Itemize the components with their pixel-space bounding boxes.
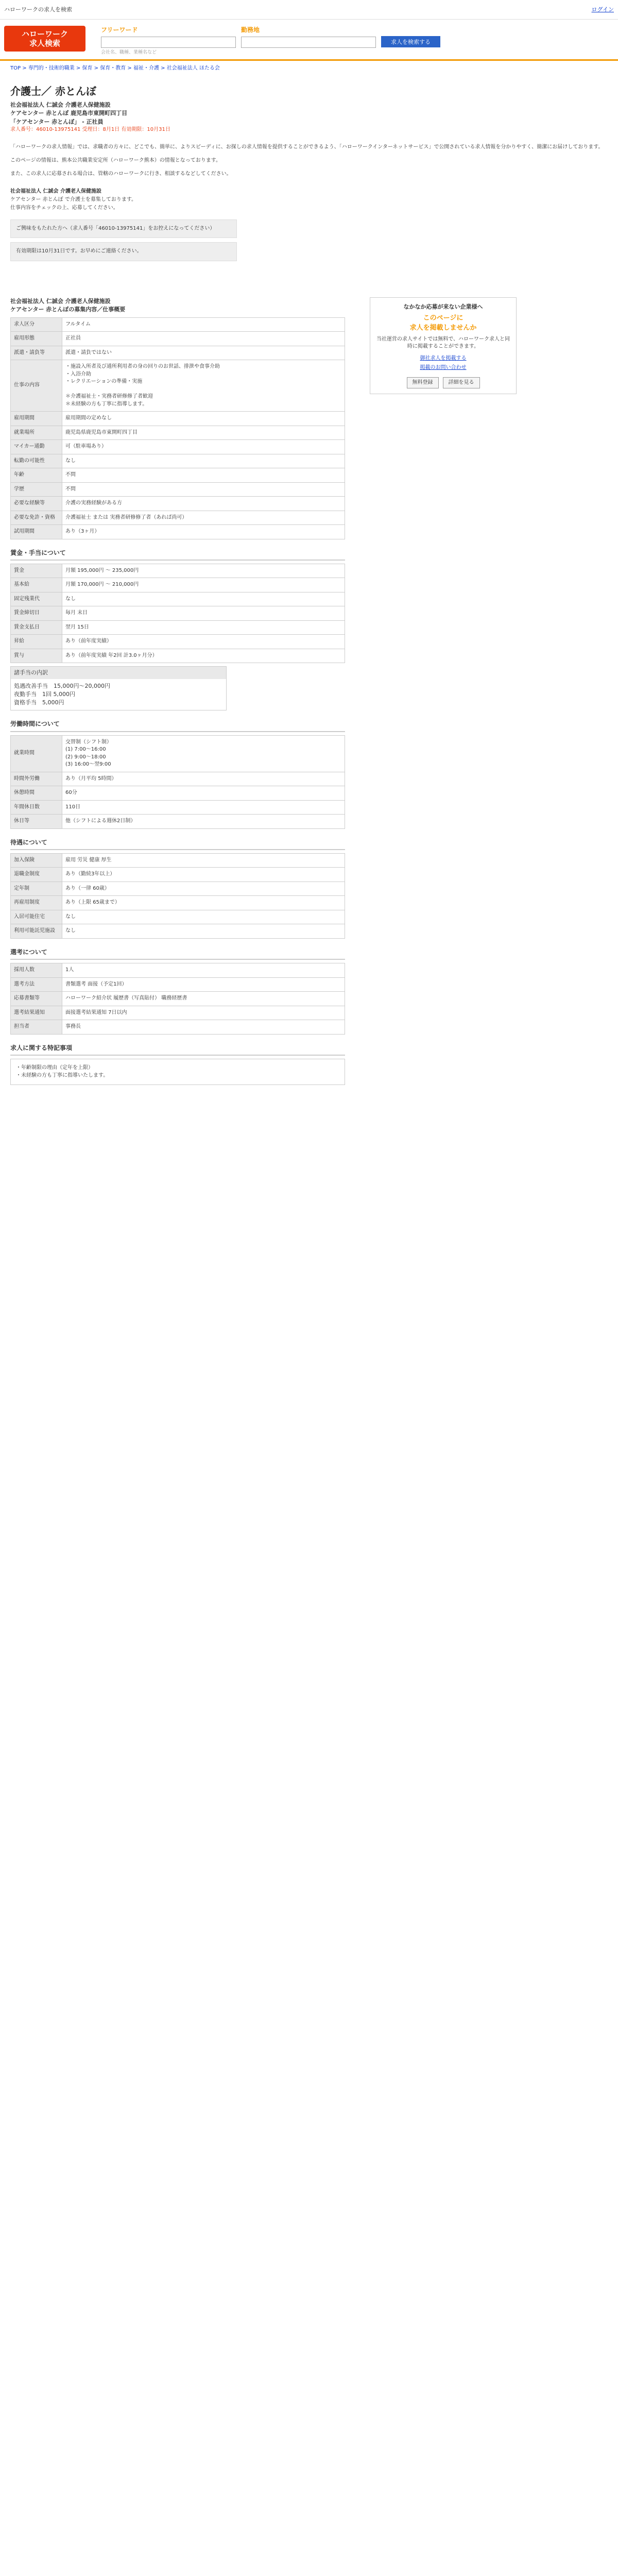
employer-line: 仕事内容をチェックの上、応募してください。 bbox=[10, 205, 118, 211]
row-value: 交替制（シフト制） (1) 7:00〜16:00 (2) 9:00〜18:00 (3) 16:00〜翌9:00 bbox=[62, 735, 345, 772]
table-row bbox=[11, 635, 345, 649]
job-meta: 求人番号：46010-13975141 受理日：8月1日 有効期限：10月31日 bbox=[10, 127, 170, 132]
site-header bbox=[0, 20, 618, 61]
row-value: 1人 bbox=[62, 963, 345, 978]
wage-table bbox=[10, 564, 345, 664]
row-label: 必要な経験等 bbox=[11, 497, 62, 511]
table-row bbox=[11, 317, 345, 332]
row-value: なし bbox=[62, 910, 345, 924]
notice-box: ご興味をもたれた方へ（求人番号「46010-13975141」をお控えになってください） bbox=[10, 219, 237, 239]
row-value: あり（勤続3年以上） bbox=[62, 868, 345, 882]
page-title: 介護士／ 赤とんぼ bbox=[10, 84, 96, 97]
login-link[interactable]: ログイン bbox=[591, 6, 614, 13]
row-value: ・施設入所者及び通所利用者の身の回りのお世話、排泄や食事介助 ・入浴介助 ・レクリエーションの準備・実施 ＊介護福祉士・実務者研修修了者歓迎 ＊未経験の方も丁寧に指導します。 bbox=[62, 360, 345, 412]
table-row bbox=[11, 412, 345, 426]
location-label: 勤務地 bbox=[241, 26, 260, 33]
row-label: 賃金支払日 bbox=[11, 620, 62, 635]
row-label: 年間休日数 bbox=[11, 800, 62, 815]
table-row bbox=[11, 772, 345, 786]
row-label: 加入保険 bbox=[11, 853, 62, 868]
hours-section-title: 労働時間について bbox=[10, 720, 345, 732]
row-label: 休憩時間 bbox=[11, 786, 62, 801]
notice-box: 有効期限は10月31日です。お早めにご連絡ください。 bbox=[10, 242, 237, 261]
row-label: 求人区分 bbox=[11, 317, 62, 332]
row-value: 介護福祉士 または 実務者研修修了者（あれば尚可） bbox=[62, 511, 345, 525]
ad-headline bbox=[375, 314, 511, 332]
table-row bbox=[11, 963, 345, 978]
row-label: 賃金締切日 bbox=[11, 606, 62, 621]
row-value: あり（前年度実績） bbox=[62, 635, 345, 649]
intro-paragraph: また、この求人に応募される場合は、管轄のハローワークに行き、相談するなどしてください。 bbox=[10, 171, 232, 177]
row-label: 試用期間 bbox=[11, 525, 62, 539]
row-value: フルタイム bbox=[62, 317, 345, 332]
job-detail bbox=[10, 297, 345, 1086]
apply-section-title: 選考について bbox=[10, 948, 345, 960]
row-value: なし bbox=[62, 592, 345, 606]
table-row bbox=[11, 440, 345, 454]
benefits-section-title: 待遇について bbox=[10, 838, 345, 850]
job-head-line: 社会福祉法人 仁誠会 介護老人保健施設 bbox=[10, 297, 111, 304]
row-value: 毎月 末日 bbox=[62, 606, 345, 621]
row-label: 就業場所 bbox=[11, 426, 62, 440]
org-line: ケアセンター 赤とんぼ 鹿児島市東開町四丁目 bbox=[10, 110, 128, 116]
row-value: あり（前年度実績 年2回 計3.0ヶ月分） bbox=[62, 649, 345, 663]
row-label: 採用人数 bbox=[11, 963, 62, 978]
allowance-box bbox=[10, 666, 227, 710]
table-row bbox=[11, 511, 345, 525]
table-row bbox=[11, 896, 345, 910]
breadcrumb[interactable]: TOP > 専門的・技術的職業 > 保育 > 保育・教育 > 福祉・介護 > 社会福祉法人 ほたる会 bbox=[10, 65, 220, 71]
row-value: 事務長 bbox=[62, 1020, 345, 1035]
pr-section-title: 求人に関する特記事項 bbox=[10, 1044, 345, 1056]
table-row bbox=[11, 800, 345, 815]
table-row bbox=[11, 924, 345, 939]
table-row bbox=[11, 815, 345, 829]
row-value: 雇用期間の定めなし bbox=[62, 412, 345, 426]
table-row bbox=[11, 564, 345, 578]
org-line: 社会福祉法人 仁誠会 介護老人保健施設 bbox=[10, 101, 111, 108]
table-row bbox=[11, 360, 345, 412]
table-row bbox=[11, 868, 345, 882]
table-row bbox=[11, 346, 345, 360]
pr-box: ・年齢制限の理由（定年を上限） ・未経験の方も丁寧に指導いたします。 bbox=[10, 1059, 345, 1085]
job-title-block bbox=[10, 84, 608, 134]
table-row bbox=[11, 620, 345, 635]
table-row bbox=[11, 1020, 345, 1035]
ad-box bbox=[370, 297, 517, 395]
row-label: 派遣・請負等 bbox=[11, 346, 62, 360]
logo-line1: ハローワーク bbox=[21, 29, 68, 39]
row-label: 就業時間 bbox=[11, 735, 62, 772]
row-value: 不問 bbox=[62, 468, 345, 483]
table-row bbox=[11, 735, 345, 772]
benefits-table bbox=[10, 853, 345, 939]
table-row bbox=[11, 992, 345, 1006]
table-row bbox=[11, 592, 345, 606]
employer-line: 社会福祉法人 仁誠会 介護老人保健施設 bbox=[10, 188, 101, 194]
table-row bbox=[11, 578, 345, 592]
row-value: なし bbox=[62, 924, 345, 939]
row-label: 利用可能託児施設 bbox=[11, 924, 62, 939]
row-label: 仕事の内容 bbox=[11, 360, 62, 412]
row-value: 他（シフトによる週休2日制） bbox=[62, 815, 345, 829]
employer-line: ケアセンター 赤とんぼ で介護士を募集しております。 bbox=[10, 196, 137, 202]
row-value: 可（駐車場あり） bbox=[62, 440, 345, 454]
sidebar bbox=[370, 297, 517, 1086]
row-label: 基本給 bbox=[11, 578, 62, 592]
row-value: 介護の実務経験がある方 bbox=[62, 497, 345, 511]
basic-info-table bbox=[10, 317, 345, 539]
row-label: 応募書類等 bbox=[11, 992, 62, 1006]
row-value: ハローワーク紹介状 履歴書（写真貼付） 職務経歴書 bbox=[62, 992, 345, 1006]
row-label: 雇用形態 bbox=[11, 332, 62, 346]
row-value: 不問 bbox=[62, 482, 345, 497]
table-row bbox=[11, 910, 345, 924]
table-row bbox=[11, 786, 345, 801]
row-label: 選考結果通知 bbox=[11, 1006, 62, 1020]
ad-headline-line: 求人を掲載しませんか bbox=[409, 324, 477, 332]
search-button[interactable]: 求人を検索する bbox=[381, 36, 440, 47]
top-bar bbox=[0, 0, 618, 20]
table-row bbox=[11, 1006, 345, 1020]
job-head bbox=[10, 297, 345, 314]
table-row bbox=[11, 882, 345, 896]
table-row bbox=[11, 482, 345, 497]
row-label: 固定残業代 bbox=[11, 592, 62, 606]
table-row bbox=[11, 468, 345, 483]
row-label: 担当者 bbox=[11, 1020, 62, 1035]
row-value: 面接選考結果通知 7日以内 bbox=[62, 1006, 345, 1020]
row-label: 休日等 bbox=[11, 815, 62, 829]
ad-link-contact[interactable]: 掲載のお問い合わせ bbox=[420, 365, 467, 371]
row-value: 書類選考 面接（予定1回） bbox=[62, 977, 345, 992]
row-value: あり（3ヶ月） bbox=[62, 525, 345, 539]
row-value: あり（上限 65歳まで） bbox=[62, 896, 345, 910]
intro-text bbox=[10, 143, 608, 178]
row-label: 必要な免許・資格 bbox=[11, 511, 62, 525]
search-form bbox=[101, 26, 440, 56]
wage-section-title: 賃金・手当について bbox=[10, 549, 345, 561]
row-label: 再雇用制度 bbox=[11, 896, 62, 910]
intro-paragraph: このページの情報は、熊本公共職業安定所（ハローワーク熊本）の情報となっております。 bbox=[10, 157, 221, 163]
free-register-button[interactable]: 無料登録 bbox=[407, 377, 439, 389]
row-label: 賃金 bbox=[11, 564, 62, 578]
row-label: 雇用期間 bbox=[11, 412, 62, 426]
ad-text: 当社運営の求人サイトでは無料で、ハローワーク求人と同時に掲載することができます。 bbox=[376, 336, 510, 350]
row-value: 派遣・請負ではない bbox=[62, 346, 345, 360]
logo-line2: 求人検索 bbox=[29, 39, 60, 48]
keyword-label: フリーワード bbox=[101, 26, 138, 33]
row-value: 正社員 bbox=[62, 332, 345, 346]
row-label: 時間外労働 bbox=[11, 772, 62, 786]
hours-table bbox=[10, 735, 345, 829]
row-value: 60分 bbox=[62, 786, 345, 801]
row-value: 翌月 15日 bbox=[62, 620, 345, 635]
allowance-head: 諸手当の内訳 bbox=[11, 667, 226, 679]
ad-link-post[interactable]: 御社求人を掲載する bbox=[420, 355, 467, 361]
site-name: ハローワークの求人を検索 bbox=[4, 6, 72, 13]
row-value: あり（一律 60歳） bbox=[62, 882, 345, 896]
row-label: マイカー通勤 bbox=[11, 440, 62, 454]
row-label: 選考方法 bbox=[11, 977, 62, 992]
table-row bbox=[11, 426, 345, 440]
table-row bbox=[11, 977, 345, 992]
row-label: 退職金制度 bbox=[11, 868, 62, 882]
keyword-input[interactable] bbox=[101, 37, 236, 48]
row-label: 賞与 bbox=[11, 649, 62, 663]
table-row bbox=[11, 454, 345, 468]
row-label: 転勤の可能性 bbox=[11, 454, 62, 468]
keyword-hint: 会社名、職種、業種名など bbox=[101, 50, 157, 56]
row-value: 鹿児島県鹿児島市東開町四丁目 bbox=[62, 426, 345, 440]
row-value: なし bbox=[62, 454, 345, 468]
row-label: 入居可能住宅 bbox=[11, 910, 62, 924]
table-row bbox=[11, 525, 345, 539]
details-button[interactable]: 詳細を見る bbox=[443, 377, 480, 389]
employer-note bbox=[10, 188, 608, 212]
row-label: 昇給 bbox=[11, 635, 62, 649]
table-row bbox=[11, 497, 345, 511]
ad-title: なかなか応募が来ない企業様へ bbox=[403, 303, 483, 310]
row-value: あり（月平均 5時間） bbox=[62, 772, 345, 786]
row-value: 月額 170,000円 〜 210,000円 bbox=[62, 578, 345, 592]
row-value: 110日 bbox=[62, 800, 345, 815]
intro-paragraph: 「ハローワークの求人情報」では、求職者の方々に、どこでも、簡単に、よりスピーディに、お探しの求人情報を提供することができるよう、「ハローワークインターネットサービス」で公開されている求人情報を分かりやすく、簡潔にお届けしております。 bbox=[10, 144, 604, 150]
row-value: 雇用 労災 健康 厚生 bbox=[62, 853, 345, 868]
location-input[interactable] bbox=[241, 37, 376, 48]
row-label: 年齢 bbox=[11, 468, 62, 483]
row-value: 月額 195,000円 〜 235,000円 bbox=[62, 564, 345, 578]
job-head-line: ケアセンター 赤とんぼの募集内容／仕事概要 bbox=[10, 306, 126, 313]
apply-table bbox=[10, 963, 345, 1035]
table-row bbox=[11, 332, 345, 346]
table-row bbox=[11, 853, 345, 868]
row-label: 学歴 bbox=[11, 482, 62, 497]
org-line: 「ケアセンター 赤とんぼ」 ‐ 正社員 bbox=[10, 118, 104, 125]
ad-headline-line: このページに bbox=[423, 314, 464, 323]
table-row bbox=[11, 649, 345, 663]
site-logo[interactable] bbox=[4, 26, 85, 52]
table-row bbox=[11, 606, 345, 621]
allowance-body: 処遇改善手当 15,000円〜20,000円 夜勤手当 1回 5,000円 資格手当 5,000円 bbox=[14, 683, 110, 706]
row-label: 定年制 bbox=[11, 882, 62, 896]
